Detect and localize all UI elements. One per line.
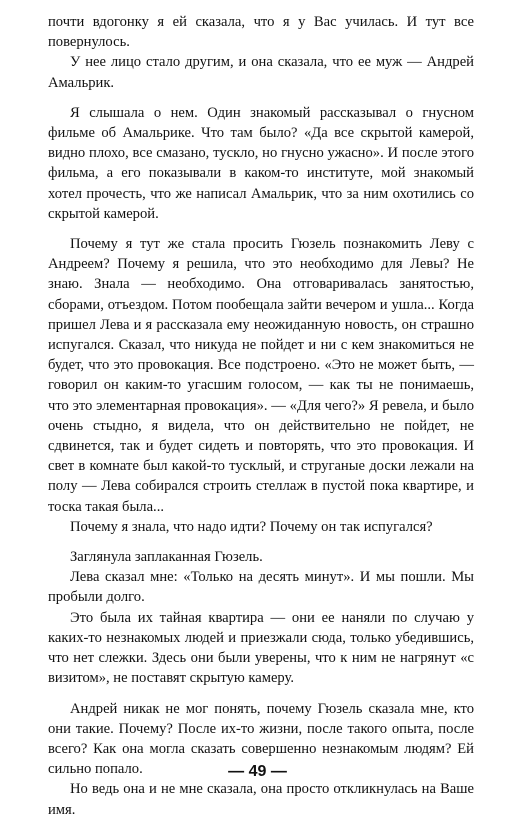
paragraph: Но ведь она и не мне сказала, она просто откликнулась на Ваше имя.	[48, 781, 474, 818]
paragraph: Почему я знала, что надо идти? Почему он так испугался?	[70, 518, 433, 535]
paragraph: Лева сказал мне: «Только на десять минут». И мы пошли. Мы пробыли долго.	[48, 569, 474, 606]
paragraph: почти вдогонку я ей сказала, что я у Вас училась. И тут все повернулось.	[48, 14, 474, 51]
paragraph: Заглянула заплаканная Гюзель.	[70, 549, 263, 566]
page-number: — 49 —	[228, 763, 287, 780]
paragraph: Почему я тут же стала просить Гюзель познакомить Леву с Андреем? Почему я решила, что это необходимо для Левы? Не знаю. Знала — необходимо. Она отговаривалась занятостью, сборами, отъездом. Потом пообещала зайти вечером и ушла... Когда пришел Лева и я рассказала ему неожиданную новость, он страшно испугался. Сказал, что никуда не пойдет и ни с кем знакомиться не будет, что это провокация. Все подстроено. «Это не может быть, — говорил он каким-то угасшим голосом, — как ты не понимаешь, что это элементарная провокация». — «Для чего?» Я ревела, и было очень стыдно, я видела, что он действительно не пойдет, не сдвинется, так и будет сидеть и повторять, что это провокация. И свет в комнате был какой-то тусклый, и струганые доски лежали на полу — Лева собирался строить стеллаж в пустой пока квартире, и тоска такая была...	[48, 236, 474, 515]
body-text	[48, 12, 474, 820]
paragraph: У нее лицо стало другим, и она сказала, что ее муж — Андрей Амальрик.	[48, 54, 474, 91]
paragraph: Это была их тайная квартира — они ее наняли по случаю у каких-то незнакомых людей и приезжали сюда, только убедившись, что нет слежки. Здесь они были уверены, что к ним не нагрянут «с визитом», не поставят скрытую камеру.	[48, 609, 474, 687]
paragraph: Андрей никак не мог понять, почему Гюзель сказала мне, кто они такие. Почему? После их-то жизни, после такого опыта, после всего? Как она могла сказать совершенно незнакомым людям? Ей сильно попало.	[48, 700, 474, 778]
paragraph: Я слышала о нем. Один знакомый рассказывал о гнусном фильме об Амальрике. Что там было? «Да все скрытой камерой, видно плохо, все смазано, тускло, но гнусно ужасно». И после этого фильма, а его показывали в каком-то институте, мой знакомый хотел прочесть, что же написал Амальрик, что за ним охотились со скрытой камерой.	[48, 104, 474, 222]
